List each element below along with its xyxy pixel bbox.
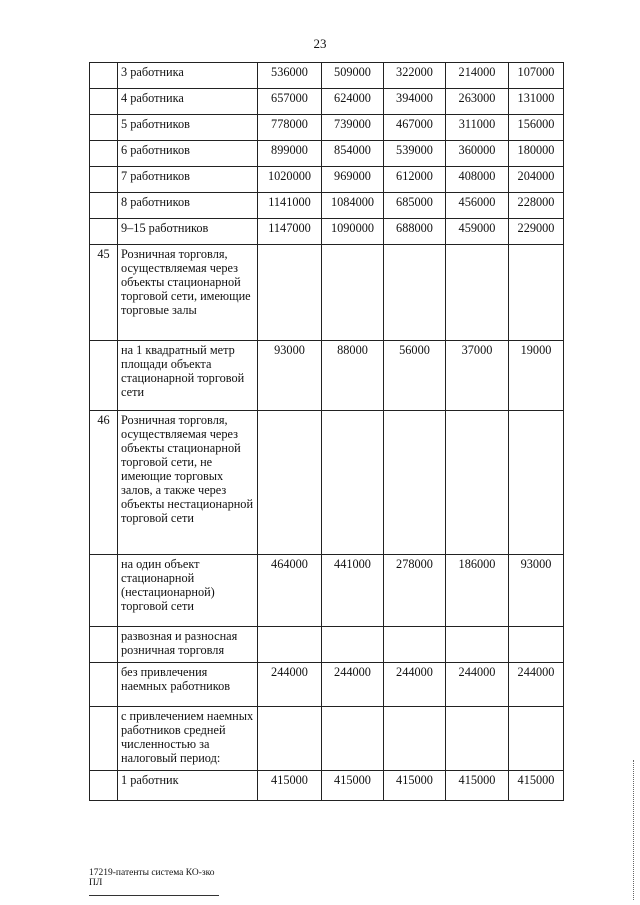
table-row	[90, 245, 564, 341]
value-cell	[384, 411, 446, 555]
value-cell	[322, 627, 384, 663]
value-cell	[446, 411, 509, 555]
row-description: без привлечения наемных работников	[118, 663, 258, 707]
row-index	[90, 63, 118, 89]
value-cell	[322, 707, 384, 771]
value-cell: 854000	[322, 141, 384, 167]
footer-rule	[89, 895, 219, 896]
value-cell: 56000	[384, 341, 446, 411]
value-cell: 456000	[446, 193, 509, 219]
table-row	[90, 707, 564, 771]
tariff-table	[89, 62, 564, 801]
value-cell: 969000	[322, 167, 384, 193]
value-cell: 180000	[509, 141, 564, 167]
row-index	[90, 141, 118, 167]
page-number: 23	[313, 36, 327, 51]
table-row	[90, 63, 564, 89]
table-row	[90, 115, 564, 141]
value-cell: 322000	[384, 63, 446, 89]
value-cell	[258, 411, 322, 555]
value-cell: 536000	[258, 63, 322, 89]
table-row	[90, 141, 564, 167]
value-cell: 214000	[446, 63, 509, 89]
value-cell: 415000	[509, 771, 564, 801]
table-row	[90, 627, 564, 663]
row-description: на 1 квадратный метр площади объекта стационарной торговой сети	[118, 341, 258, 411]
value-cell: 107000	[509, 63, 564, 89]
table-row	[90, 89, 564, 115]
value-cell: 464000	[258, 555, 322, 627]
value-cell: 415000	[322, 771, 384, 801]
value-cell: 229000	[509, 219, 564, 245]
value-cell	[258, 707, 322, 771]
value-cell: 1084000	[322, 193, 384, 219]
table-row	[90, 411, 564, 555]
row-description: 5 работников	[118, 115, 258, 141]
row-description: 3 работника	[118, 63, 258, 89]
table-row	[90, 341, 564, 411]
footer-suffix: ПЛ	[89, 878, 103, 888]
value-cell: 263000	[446, 89, 509, 115]
table-row	[90, 663, 564, 707]
value-cell: 899000	[258, 141, 322, 167]
value-cell: 244000	[322, 663, 384, 707]
row-description: на один объект стационарной (нестационарной) торговой сети	[118, 555, 258, 627]
value-cell: 1090000	[322, 219, 384, 245]
value-cell: 244000	[446, 663, 509, 707]
footer	[89, 868, 215, 888]
value-cell	[322, 245, 384, 341]
row-description: развозная и разносная розничная торговля	[118, 627, 258, 663]
row-index	[90, 167, 118, 193]
row-index	[90, 663, 118, 707]
table-row	[90, 167, 564, 193]
value-cell: 244000	[509, 663, 564, 707]
value-cell	[446, 245, 509, 341]
value-cell: 688000	[384, 219, 446, 245]
value-cell	[446, 707, 509, 771]
table-row	[90, 555, 564, 627]
value-cell	[384, 707, 446, 771]
table-row	[90, 771, 564, 801]
value-cell: 244000	[384, 663, 446, 707]
value-cell	[509, 411, 564, 555]
value-cell: 156000	[509, 115, 564, 141]
row-description: 8 работников	[118, 193, 258, 219]
row-index	[90, 627, 118, 663]
row-index	[90, 771, 118, 801]
row-index: 46	[90, 411, 118, 555]
value-cell: 88000	[322, 341, 384, 411]
footer-file-name: 17219-патенты система КО-зко	[89, 868, 215, 878]
row-index	[90, 193, 118, 219]
value-cell: 186000	[446, 555, 509, 627]
value-cell: 93000	[509, 555, 564, 627]
value-cell	[258, 627, 322, 663]
value-cell: 131000	[509, 89, 564, 115]
value-cell: 1147000	[258, 219, 322, 245]
value-cell: 19000	[509, 341, 564, 411]
value-cell: 685000	[384, 193, 446, 219]
value-cell: 278000	[384, 555, 446, 627]
value-cell: 1020000	[258, 167, 322, 193]
table-row	[90, 219, 564, 245]
scan-edge-mark	[633, 760, 634, 900]
value-cell: 624000	[322, 89, 384, 115]
value-cell: 408000	[446, 167, 509, 193]
value-cell: 509000	[322, 63, 384, 89]
value-cell: 311000	[446, 115, 509, 141]
row-description: с привлечением наемных работников средней численностью за налоговый период:	[118, 707, 258, 771]
value-cell	[509, 627, 564, 663]
row-description: 1 работник	[118, 771, 258, 801]
value-cell: 394000	[384, 89, 446, 115]
row-description: 7 работников	[118, 167, 258, 193]
value-cell	[384, 627, 446, 663]
value-cell: 360000	[446, 141, 509, 167]
value-cell: 37000	[446, 341, 509, 411]
row-index: 45	[90, 245, 118, 341]
value-cell: 228000	[509, 193, 564, 219]
row-index	[90, 115, 118, 141]
value-cell: 415000	[258, 771, 322, 801]
value-cell: 204000	[509, 167, 564, 193]
value-cell	[446, 627, 509, 663]
value-cell	[322, 411, 384, 555]
value-cell: 459000	[446, 219, 509, 245]
value-cell: 612000	[384, 167, 446, 193]
value-cell: 244000	[258, 663, 322, 707]
value-cell: 739000	[322, 115, 384, 141]
value-cell	[384, 245, 446, 341]
table-row	[90, 193, 564, 219]
row-description: 4 работника	[118, 89, 258, 115]
value-cell: 539000	[384, 141, 446, 167]
row-description: Розничная торговля, осуществляемая через объекты стационарной торговой сети, не имеющие торговых залов, а также через объекты нестационарной торговой сети	[118, 411, 258, 555]
row-description: 6 работников	[118, 141, 258, 167]
row-index	[90, 707, 118, 771]
row-description: 9–15 работников	[118, 219, 258, 245]
value-cell: 93000	[258, 341, 322, 411]
value-cell	[509, 245, 564, 341]
value-cell	[509, 707, 564, 771]
value-cell: 1141000	[258, 193, 322, 219]
row-index	[90, 341, 118, 411]
value-cell: 441000	[322, 555, 384, 627]
value-cell	[258, 245, 322, 341]
value-cell: 657000	[258, 89, 322, 115]
row-index	[90, 555, 118, 627]
value-cell: 778000	[258, 115, 322, 141]
row-index	[90, 219, 118, 245]
value-cell: 415000	[384, 771, 446, 801]
value-cell: 415000	[446, 771, 509, 801]
table-body	[90, 63, 564, 801]
row-description: Розничная торговля, осуществляемая через объекты стационарной торговой сети, имеющие торговые залы	[118, 245, 258, 341]
value-cell: 467000	[384, 115, 446, 141]
row-index	[90, 89, 118, 115]
